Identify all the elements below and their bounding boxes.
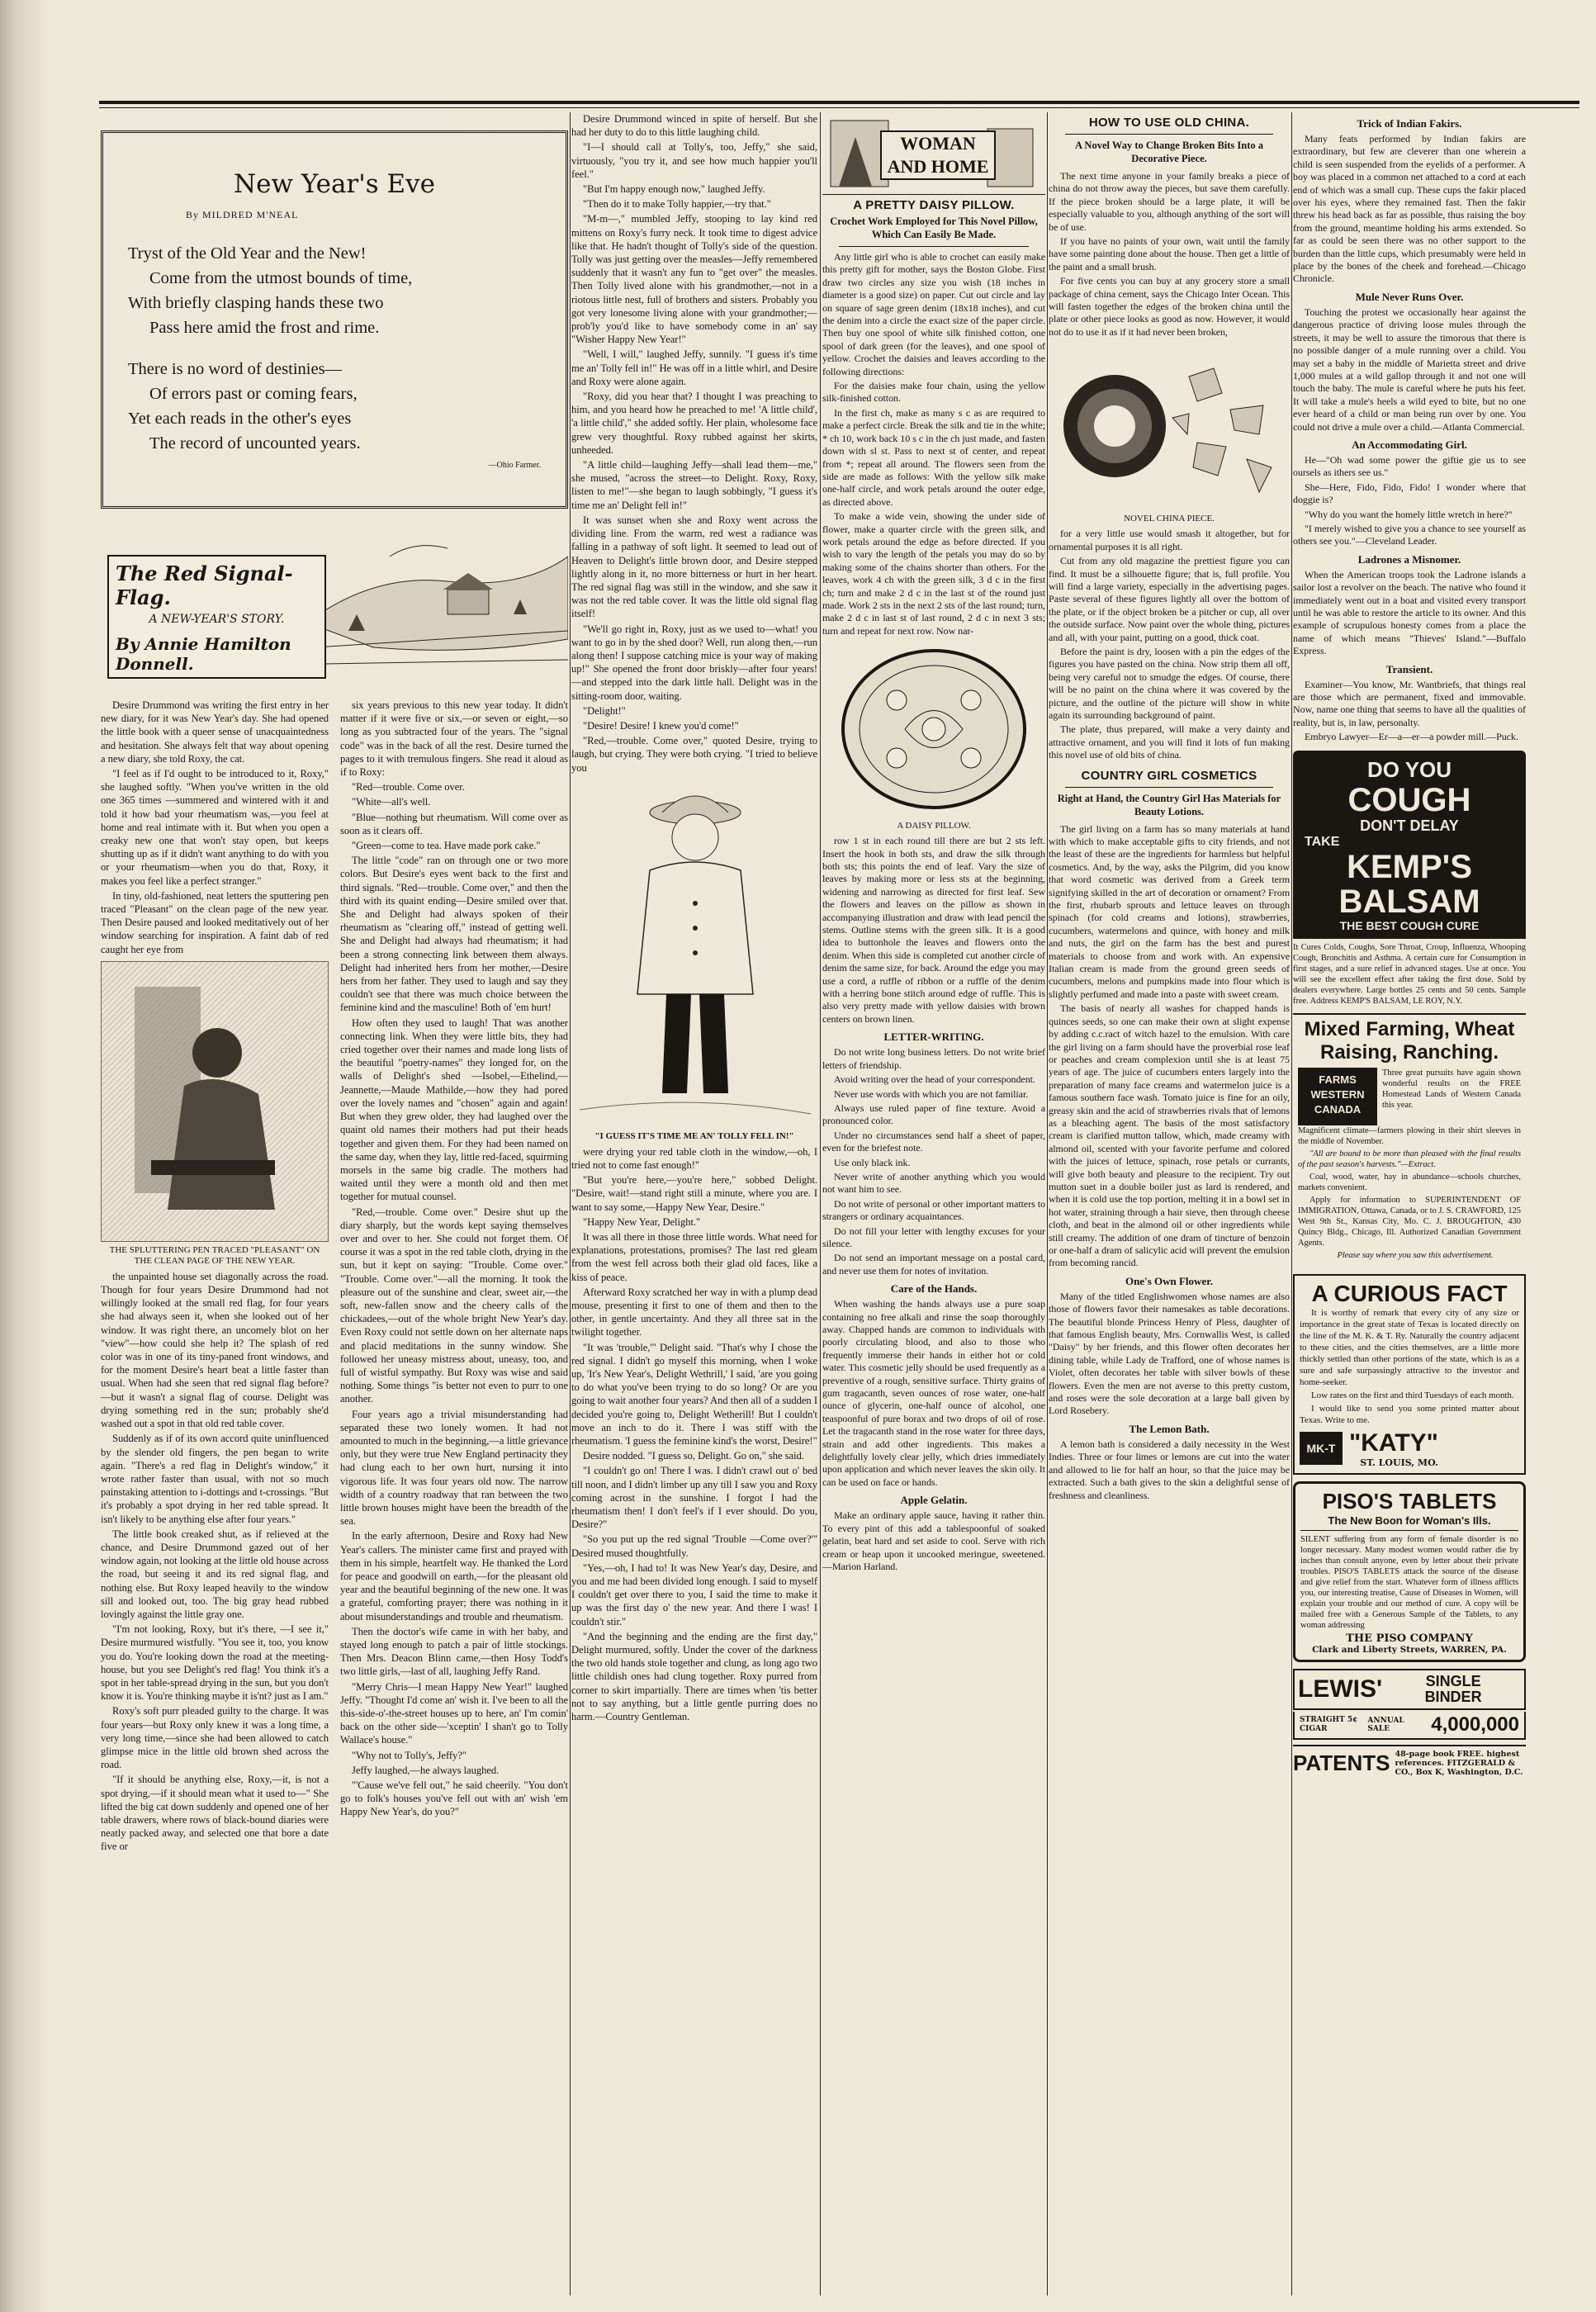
story-title: The Red Signal-Flag. [116, 561, 293, 609]
story-title-box [107, 555, 326, 679]
lewis-sales [1293, 1712, 1526, 1740]
woman-writing-icon [102, 962, 321, 1243]
lewis-name: LEWIS' [1298, 1675, 1383, 1703]
column-divider [1047, 112, 1048, 2295]
paragraph: six years previous to this new year today. It didn't matter if it were five or six,—or seven or eight,—so long as you subtracted four of the years. The "signal code" was in the back of all the rest. Desire turned the pages to it with tremulous fingers. She read it aloud as if to Roxy: [340, 699, 568, 779]
piso-title: PISO'S TABLETS [1322, 1488, 1497, 1514]
paragraph: "I—I should call at Tolly's, too, Jeffy," she said, virtuously, "you try it, and see how much happier you'll feel." [571, 141, 817, 180]
paragraph: For five cents you can buy at any grocery store a small package of china cement, says the Chicago Inter Ocean. This will fasten together the edges of the broken china until the plate or other piece looks as good as now. However, it would not do to use it as if it had never been broken, [1049, 275, 1290, 338]
girl-title: An Accommodating Girl. [1352, 438, 1467, 451]
pillow-caption: A DAISY PILLOW. [897, 821, 971, 831]
paragraph: When the American troops took the Ladrone islands a sailor lost a revolver on the beach. The native who found it immediately went out in a boat and visited every transport until he was able to restore the article to its owner. And this example of scrupulous honesty comes from a place the name of which means "Thieves' Island."—Buffalo Express. [1293, 568, 1526, 657]
ad-text: Please say where you saw this advertisement. [1337, 1250, 1494, 1260]
paragraph: Then the doctor's wife came in with her baby, and stayed long enough to patch a pair of little stockings. Then Mrs. Deacon Blinn came,—then Hosy Todd's two little girls,—last of all, laughing Jeffy Rand. [340, 1625, 568, 1678]
ad-text: I would like to send you some printed matter about Texas. Write to me. [1300, 1403, 1519, 1425]
paragraph: "And the beginning and the ending are the first day," Delight murmured, softly. Under the cover of the darkness the two old hands stole together and clung, as long ago two little childish ones had clung together. Roxy purred from corner to skirt impartially. There are times when 'tis better not to say anything, but a little gentle purring does no harm.—Country Gentleman. [571, 1630, 817, 1723]
paragraph: The little book creaked shut, as if relieved at the chance, and Desire Drummond gazed out of her window again, not looking at the little old house across the road, but seeing it and its red signal flag, and nothing else. But Roxy leaped heavily to the window sill and looked out, too. The big gray head rubbed lovingly against the little gray one. [101, 1528, 329, 1620]
paragraph: Suddenly as if of its own accord quite uninfluenced by the slender old fingers, the pen began to write again. "There's a red flag in Delight's window," it wrote rather faster than usual, with not so much painstaking attention to i-dottings and t-crossings. "But it's probably a spot drying in her red table spread. It isn't likely to be anything else after four years." [101, 1433, 329, 1525]
poem-line: There is no word of destinies— [128, 360, 343, 378]
poem-title: New Year's Eve [233, 169, 436, 199]
paragraph: Do not fill your letter with lengthy excuses for your silence. [822, 1225, 1045, 1249]
paragraph: "But I'm happy enough now," laughed Jeffy. [583, 183, 765, 196]
ad-text: 48-page book FREE. highest references. FITZGERALD & CO., Box K, Washington, D.C. [1395, 1749, 1523, 1777]
piso-company: THE PISO COMPANY [1346, 1632, 1473, 1645]
ladrone-title: Ladrones a Misnomer. [1357, 552, 1461, 566]
ad-line: THE BEST COUGH CURE [1339, 918, 1480, 932]
lemon-title: The Lemon Bath. [1129, 1422, 1210, 1435]
pillow-deck: Crochet Work Employed for This Novel Pillow, Which Can Easily Be Made. [830, 216, 1038, 240]
cosmetics-deck: Right at Hand, the Country Girl Has Materials for Beauty Lotions. [1057, 792, 1281, 817]
paragraph: "Delight!" [583, 704, 626, 717]
paragraph: "Blue—nothing but rheumatism. Will come over as soon as it clears off. [340, 811, 568, 836]
paragraph: The little "code" ran on through one or two more colors. But Desire's eyes went back to the first and third signals. "Red—trouble. Come over," and then the third with its quaint ending—Desire smiled over that. She and Delight had always spoken of their rheumatism as "clearing off," instead of getting well. She and Delight had always had rheumatism; it had been a strong connecting link between them always. Delight had inherited hers from her mother,—Desire hers from her father. They used to laugh and say they couldn't see that there was much choice between the feminine kind and the masculine! Both of 'em hurt! [340, 855, 568, 1014]
lewis-single: SINGLE [1425, 1672, 1481, 1689]
paragraph: "But you're here,—you're here," sobbed Delight. "Desire, wait!—stand right still a minute, where you are. I want to say some,—Happy New Year, Desire." [571, 1174, 817, 1213]
mkt-logo: MK-T [1300, 1432, 1343, 1465]
katy-name: "KATY" [1349, 1428, 1438, 1457]
paragraph: Desire nodded. "I guess so, Delight. Go on," she said. [583, 1450, 804, 1462]
paragraph: were drying your red table cloth in the window,—oh, I tried not to come fast enough!" [571, 1145, 817, 1171]
paragraph: "We'll go right in, Roxy, just as we used to—what! you want to go in by the shed door? Well, run along then,—run along then! I suppose catching mice is your way of making up!" She opened the front door briskly—after four years! —and stepped into the dark little hall. Delight was in the sitting-room door, waiting. [571, 623, 817, 702]
paragraph: In the first ch, make as many s c as are required to make a perfect circle. Break the silk and tie in the white; * ch 10, work back 10 s c in the ch just made, and fasten down with sl st. Pass to next st of center, and repeat from *; repeat all around. The flowers seen from the side are made as follows: With the yellow silk make one-half circle, and work petals around the outer edge, as directed above. [822, 406, 1045, 508]
ad-text: Three great pursuits have again shown wonderful results on the FREE Homestead Lands of Western Canada this year. [1382, 1068, 1521, 1110]
paragraph: Do not write of personal or other important matters to strangers or ordinary acquaintances. [822, 1197, 1045, 1223]
pillow-title: A PRETTY DAISY PILLOW. [853, 198, 1015, 212]
story-subcolumn [340, 699, 568, 1855]
cosmetics-title: COUNTRY GIRL COSMETICS [1081, 768, 1257, 783]
ad-text: Apply for information to SUPERINTENDENT OF IMMIGRATION, Ottawa, Canada, or to J. S. CRAWFORD, 125 West 9th St., Kansas City, Mo. C. J. BROUGHTON, 430 Quincy Bldg., Chicago, Ill. Authorized Canadian Government Agents. [1298, 1195, 1521, 1248]
paragraph: He—"Oh wad some power the giftie gie us to see oursels as ithers see us." [1293, 453, 1526, 479]
paragraph: A lemon bath is considered a daily necessity in the West Indies. Three or four limes or lemons are cut into the water and allowed to lie for half an hour, so that the juice may be extracted. Such a bath gives to the skin a delightful sense of freshness and cleanliness. [1049, 1438, 1290, 1501]
paragraph: Make an ordinary apple sauce, having it rather thin. To every pint of this add a tablespoonful of soaked gelatin, beat hard and set aside to cool. Serve with rich cream or heap upon it uncooked meringue, sweetened.—Marion Harland. [822, 1509, 1045, 1572]
lewis-count: 4,000,000 [1431, 1713, 1519, 1736]
lewis-straight: STRAIGHT 5¢ CIGAR [1300, 1715, 1358, 1733]
story-body [101, 699, 568, 1855]
paragraph: Under no circumstances send half a sheet of paper, even for the briefest note. [822, 1129, 1045, 1154]
paragraph: Four years ago a trivial misunderstanding had separated these two lonely women. It had not amounted to much in the beginning,—a little grievance only, but they were true New England pertinacity they had clung each to her own hurt, nursing it into vigorous life. It was four years old now. The narrow width of a country roadway that ran between the two little brown houses might have been the breadth of the sea. [340, 1408, 568, 1528]
farms-badge: FARMS WESTERN CANADA [1298, 1068, 1377, 1125]
paragraph: "It was 'trouble,'" Delight said. "That's why I chose the red signal. I didn't go myself this morning, when I woke up, 'It's New Year's, Delight Wethrill,' I said, 'are you going to do what you've been trying to do so long? Or are you going to wait another four years? And then all of a sudden I decided you're going to, Delight Wetherill! But I couldn't move an inch to do it. There I was stiff with the rheumatism. 'I guess the feminine kind's the worst, Desire!" [571, 1341, 817, 1447]
paragraph: It was sunset when she and Roxy went across the dividing line. From the warm, red west a radiance was falling in a pathway of soft light. It seemed to lead out of Heaven to Delight's little brown door, and Desire stepped lightly along in it, no more bitterness or hurt in her heart. The red signal flag was still in the window, and she saw it was not the red table cover. It was the little old signal flag itself! [571, 514, 817, 620]
paragraph: The basis of nearly all washes for chapped hands is quinces seeds, so one can make their own at slight expense by adding c.c.ract of witch hazel to the emulsion. With care the girl living on a farm should have the proverbial rose leaf or peaches and cream complexion until she is at least 75 years of age. The juice of cucumbers enters largely into the preparation of many face creams and watermelon juice is a famous southern face wash. Tomato juice is fine for an oily, greasy skin and the acid of strawberries rivals that of lemons as a bleaching agent. The basis of the most satisfactory cream is clarified mutton tallow, which, made creamy with almond oil, scented with your favorite perfume and colored with the juices of lettuce, spinach, rose petals or currants, will give both beauty and pleasure to the recipient. Try out mutton suet in a double boiler just as lard is rendered, and when it is cold use the top portion, melting it in a bowl set in hot water, straining through a hair sieve, then through cheese cloth, and beat in the almond oil or other ingredients while still creamy. The addition of one dram of tincture of benzoin or one-half a dram of salicylic acid will prevent the emulsion from becoming rancid. [1049, 1002, 1290, 1269]
katy-ad [1293, 1274, 1526, 1475]
broken-china-icon [1049, 343, 1290, 509]
ad-text: It is worthy of remark that every city of any size or importance in the great state of Texas is located directly on the line of the M. K. & T. Ry. Naturally the country adjacent to these cities, and the cities themselves, are a little more thickly settled than other portions of the state, which is as a sure and safe surpassingly attractive to the investor and home-seeker. [1300, 1307, 1519, 1387]
poem-line: Come from the utmost bounds of time, [149, 269, 413, 287]
piso-subtitle: The New Boon for Woman's Ills. [1328, 1514, 1491, 1527]
ad-line: COUGH [1347, 781, 1471, 818]
ad-line: KEMP'S [1347, 848, 1472, 885]
paragraph: The plate, thus prepared, will make a very dainty and attractive ornament, and you will find it lots of fun making this novel use of old bits of china. [1049, 723, 1290, 761]
paragraph: "So you put up the red signal 'Trouble —Come over?'" Desired mused thoughtfully. [571, 1533, 817, 1559]
kemps-balsam-ad [1293, 751, 1526, 1007]
gelatin-title: Apple Gelatin. [900, 1494, 968, 1507]
china-caption: NOVEL CHINA PIECE. [1124, 514, 1215, 524]
paragraph: "I merely wished to give you a chance to see yourself as others see you."—Cleveland Leader. [1293, 522, 1526, 547]
column-divider [820, 112, 821, 2295]
paragraph: "Why do you want the homely little wretch in here?" [1305, 508, 1513, 520]
lewis-binder: BINDER [1424, 1688, 1482, 1705]
paragraph: Do not write long business letters. Do not write brief letters of friendship. [822, 1046, 1045, 1071]
paragraph: Examiner—You know, Mr. Wantbriefs, that things real are those which are permanent, fixed and immovable. Now, name one thing that seems to have all the qualities of reality, but is, in law, personalty. [1293, 678, 1526, 728]
paragraph: "If it should be anything else, Roxy,—it, is not a spot drying,—if it should mean what it used to—" She lifted the big cat down suddenly and opened one of her table drawers, where rows of black-bound diaries were neatly packed away, and selected one that bore a date five or [101, 1774, 329, 1853]
paragraph: To make a wide vein, showing the under side of flower, make a quarter circle with the green silk, and work petals around the edge as before directed. If you wish to vary the length of the petals you may do so by making some of the chains shorter than others. For the leaves, work 4 ch with the green silk, 3 d c in the first ch; turn and make 2 d c in the last st of the round just made. Work 2 sts in the next 2 sts of the last round; turn, make 2 d c in last st of last round, 2 d c in next 3 sts; turn and repeat for next row. Now nar- [822, 510, 1045, 637]
paragraph: If you have no paints of your own, wait until the family have some painting done about the house. Then get a little of the paint and a small brush. [1049, 235, 1290, 272]
paragraph: How often they used to laugh! That was another connecting link. When they were little bits, they had cried together over their names and made long lists of the beautiful "poetry-names" they longed for, on the walls of Delight's shed —Isobel,—Ethelind,—Jeannette,—Maude Mathilde,—how they had pored over the lovely names and "chosen" again and again! But when they grew older, they had laughed over the quaint old names their mothers had put their heads together and given them. For they had been named on the same day, when they lay, little red-faced, squirming morsels in the same big cradle. The mothers had waited until they were a month old and then met together for mutual counsel. [340, 1016, 568, 1203]
top-rule [99, 101, 1579, 104]
paragraph: "Desire! Desire! I knew you'd come!" [583, 719, 739, 732]
katy-city: ST. LOUIS, MO. [1360, 1457, 1438, 1468]
poem-source: —Ohio Farmer. [488, 461, 541, 470]
transient-title: Transient. [1385, 662, 1433, 675]
paragraph: Before the paint is dry, loosen with a pin the edges of the figures you have pasted on the china. Now strip them all off, being very careful not to smudge the edges. Of course, there will be no paint on the china where it was covered by the picture, and the outline of the picture will show in white again its surrounding background of paint. [1049, 645, 1290, 721]
paragraph: Cut from any old magazine the prettiest figure you can find. It must be a silhouette figure; that is, full profile. You will find a large variety, especially in the advertising pages. Paste several of these figures lightly all over the bottom of the plate, or if the object broken be a pitcher or cup, all over the outside surface. Now paint over the whole thing, pictures and all, with your paint, putting on a good, thick coat. [1049, 555, 1290, 643]
paragraph: Any little girl who is able to crochet can easily make this pretty gift for mother, says the Boston Globe. First draw two circles any size you wish (18 inches in diameter is a good size) on paper. Cut out circle and lay on square of sage green denim (18x18 inches), and cut the denim into a circle the exact size of the paper circle. Then buy one spool of white silk finished cotton, one spool of dark green (for the leaves), and one spool of yellow. Crochet the daisies and leaves according to the following directions: [822, 251, 1045, 377]
letter-writing-title: LETTER-WRITING. [883, 1030, 984, 1044]
poem-box [101, 130, 568, 509]
ad-line: BALSAM [1338, 883, 1480, 920]
paragraph: for a very little use would smash it altogether, but for ornamental purposes it is all right. [1049, 528, 1290, 552]
column-divider [1291, 112, 1292, 2295]
paragraph: Avoid writing over the head of your correspondent. [834, 1073, 1035, 1086]
kemps-banner [1293, 751, 1526, 939]
paragraph: "White—all's well. [352, 796, 431, 808]
paragraph: "Then do it to make Tolly happier,—try that." [583, 198, 771, 211]
paragraph: "Why not to Tolly's, Jeffy?" [352, 1749, 466, 1761]
poem-line: Pass here amid the frost and rime. [149, 319, 380, 337]
paragraph: the unpainted house set diagonally across the road. Though for four years Desire Drummond had not willingly looked at the small red flag, for four years she had always seen it, when she looked out of her window. It was right there, an uncomely blot on her "view"—how could she help it? The splash of red color was in one of its tiny-paned front windows, and for the moment Desire's heart beat a little faster than usual. When had she seen that red signal flag before?—but it wasn't a signal flag of course. Delight was drying something red in the sun; probably she'd washed out a spot in that old red table cover. [101, 1270, 329, 1430]
woman-home-banner [822, 112, 1045, 195]
paragraph: Never use words with which you are not familiar. [834, 1087, 1029, 1100]
daisy-pillow-illustration [822, 642, 1045, 816]
poem-line: The record of uncounted years. [149, 434, 361, 452]
ad-text: Coal, wood, water, hay in abundance—schools churches, markets convenient. [1298, 1172, 1521, 1192]
lewis-ad [1293, 1669, 1526, 1710]
ad-text: It Cures Colds, Coughs, Sore Throat, Croup, Influenza, Whooping Cough, Bronchitis and Asthma. A certain cure for Consumption in first stages, and a sure relief in advanced stages. Use at once. You will see the excellent effect after taking the first dose. Sold by dealers everywhere. Large bottles 25 cents and 50 cents. Sample free. Address KEMP'S BALSAM, LE ROY, N.Y. [1293, 942, 1526, 1006]
lewis-annual: ANNUAL SALE [1367, 1716, 1404, 1733]
story-column [101, 112, 568, 2300]
poem-line: Of errors past or coming fears, [149, 385, 358, 403]
woman-writing-illustration [101, 961, 329, 1242]
boy-in-snow-icon [571, 779, 817, 1126]
paragraph: "Roxy, did you hear that? I thought I was preaching to him, and you heard how he preached to me! 'A little child', 'a little child'," she added softly. Her plain, wholesome face grew very thoughtful. Roxy rubbed against her skirts, unheeded. [571, 391, 817, 456]
story-banner [101, 524, 568, 694]
paragraph: row 1 st in each round till there are but 2 sts left. Insert the hook in both sts, and draw the silk through both sts; this points the end of leaf. Vary the size of leaves by making more or less sts at the beginning, widening and narrowing as directed for first leaf. Sew the flowers and leaves on the pillow as shown in accompanying illustration and draw with lead pencil the stems. Outline stems with the green silk. It is a good idea to buttonhole the leaves and flowers onto the denim. When this side is completed cut another circle of denim the same size, for back. Around the edge you may use a cord, a ruffle of ribbon or a ruffle of the denim with a herring bone stitch around edge of ruffle. This is also very pretty made with yellow daisies with brown centers on brown linen. [822, 835, 1045, 1025]
paragraph: Desire Drummond was writing the first entry in her new diary, for it was New Year's day. She had opened the little book with a queer sense of unacquaintedness and hesitation. She always felt that way about opening a new diary, she told Roxy, the cat. [101, 699, 329, 765]
paragraph: "Well, I will," laughed Jeffy, sunnily. "I guess it's time me an' Tolly fell in!" He was off in a little whirl, and Desire and Roxy were alone again. [571, 348, 817, 387]
paragraph: "Merry Chris—I mean Happy New Year!" laughed Jeffy. "Thought I'd come an' wish it. I've been to all the this-side-o'-the-street houses up to here, an' I'm comin' back on the other side—'xceptin' I shan't go to Tolly Wallace's house." [340, 1680, 568, 1746]
poem-line: Tryst of the Old Year and the New! [128, 244, 367, 263]
paragraph: Many feats performed by Indian fakirs are extraordinary, but few are cleverer than one wherein a child is seen suspended from the eyelids of a performer. A boy was placed in a common net attached to a cord at each end of which was a small cup. These cups the fakir placed over his eyes, where they remained fast. Then the fakir threw his head back as far as possible, thus raising the boy from the ground, meantime holding his arms extended. So far as could be seen there was no other support to the burden than the little cups, which presumably were held in place by the bones of the cheek and forehead.—Chicago Chronicle. [1293, 133, 1526, 285]
paragraph: Embryo Lawyer—Er—a—er—a powder mill.—Puck. [1305, 731, 1518, 743]
poem-line: With briefly clasping hands these two [128, 294, 384, 312]
hands-title: Care of the Hands. [890, 1282, 978, 1296]
paragraph: For the daisies make four chain, using the yellow silk-finished cotton. [822, 380, 1045, 405]
china-deck: A Novel Way to Change Broken Bits Into a Decorative Piece. [1074, 140, 1264, 164]
paragraph: Use only black ink. [834, 1156, 911, 1168]
paragraph: Roxy's soft purr pleaded guilty to the charge. It was four years—but Roxy only knew it was a long time, a very long time,—since she had been allowed to catch glimpse mice in the little old brown shed across the road. [101, 1705, 329, 1771]
paragraph: "M-m—," mumbled Jeffy, stooping to lay kind red mittens on Roxy's furry neck. It took time to digest advice like that. He hadn't thought of Tolly's side of the question. Tolly was just getting over the measles—Jeffy remembered suddenly that it wasn't any fun to "get over" the measles. Then Tolly lived alone with his grandmother,—not in a riotous little nest, full of brothers and sisters. Probably you got very lonesome living alone with your grandmother;—prob'ly you'd like to have somebody come in an' say "Wisher Happy New Year!" [571, 213, 817, 346]
ad-text: Low rates on the first and third Tuesdays of each month. [1311, 1390, 1514, 1400]
ad-text: "All are bound to be more than pleased with the final results of the past season's harvests."—Extract. [1298, 1149, 1521, 1169]
paragraph: "A little child—laughing Jeffy—shall lead them—me," she mused, "across the street—to Delight. Roxy, Roxy, listen to me!"—she began to laugh sobbingly, "I guess it's time me an' Delight fell in!" [571, 459, 817, 511]
poem-line: Yet each reads in the other's eyes [128, 410, 352, 428]
flower-title: One's Own Flower. [1125, 1274, 1214, 1287]
ad-line: TAKE [1305, 834, 1340, 849]
piso-ad [1293, 1481, 1526, 1662]
poem-byline: By MILDRED M'NEAL [186, 209, 299, 220]
daisy-pillow-icon [822, 642, 1045, 816]
paragraph: "Green—come to tea. Have made pork cake." [352, 840, 541, 852]
paragraph: It was all there in those three little words. What need for explanations, protestations, promises? The last red gleam from the west fell across both their glad old faces, like a kiss of peace. [571, 1230, 817, 1283]
woman-home-column [822, 112, 1045, 2300]
china-piece-illustration [1049, 343, 1290, 509]
paragraph: "I'm not looking, Roxy, but it's there, —I see it," Desire murmured wistfully. "You see it, too, you know you do. You're looking down the road at the meeting-house, but you see Delight's red flag! You think it's a spot in her table-spread drying in the sun, but you don't know it is. You're thinking maybe it is'nt? just as I am." [101, 1623, 329, 1703]
paragraph: "Red—trouble. Come over. [352, 781, 465, 794]
paragraph: Do not send an important message on a postal card, and never use them for notes of invitation. [822, 1252, 1045, 1277]
paragraph: The girl living on a farm has so many materials at hand with which to make acceptable gifts to city friends, and not the least of these are the ingredients for harmless but helpful cosmetics. And, by the way, asks the Pilgrim, did you know that word cosmetic was derived from a Greek term signifying skilled in the art of decoration or ornament? From the first, rhubarb sprouts and lettuce leaves on through spinach (for cold creams and lotions), strawberries, cucumbers, watermelons and quince, with honey and milk and nuts, the girl on the farm has the best and purest materials to choose from and work with. An expensive Italian cream is made from the ground green seeds of cucumbers, melons and pumpkins made into flour which is slightly perfumed and made into a paste with sweet cream. [1049, 822, 1290, 1000]
paragraph: The next time anyone in your family breaks a piece of china do not throw away the pieces, but save them carefully. If the piece broken should be a large plate, it will be especially valuable to you, although anything of the sort will be of use. [1049, 170, 1290, 233]
paragraph: Jeffy laughed,—he always laughed. [352, 1764, 500, 1776]
story-subtitle: A NEW-YEAR'S STORY. [149, 613, 285, 626]
banner-title: WOMAN AND HOME [880, 130, 996, 180]
ad-line: DO YOU [1366, 756, 1452, 782]
ad-text: Magnificent climate—farmers plowing in their shirt sleeves in the middle of November. [1298, 1125, 1521, 1146]
mule-title: Mule Never Runs Over. [1355, 290, 1464, 303]
curious-title: A CURIOUS FACT [1311, 1280, 1508, 1306]
paragraph: "I couldn't go on! There I was. I didn't crawl out o' bed till noon, and I didn't limber up any till I saw you and Roxy coming acrost in the sunshine. I forgot I had the rheumatism then! I don't feel's if I ever should. Do you, Desire?" [571, 1465, 817, 1531]
illustration-caption: THE SPLUTTERING PEN TRACED "PLEASANT" ON THE CLEAN PAGE OF THE NEW YEAR. [109, 1244, 320, 1266]
ad-line: DON'T DELAY [1360, 817, 1459, 834]
paragraph: Never write of another anything which you would not want him to see. [822, 1170, 1045, 1196]
china-cosmetics-column [1049, 112, 1290, 2300]
fakirs-title: Trick of Indian Fakirs. [1357, 117, 1462, 130]
paragraph: Desire Drummond winced in spite of herself. But she had her duty to do to this little laughing child. [571, 113, 817, 139]
column-divider [570, 112, 571, 2295]
paragraph: Touching the protest we occasionally hear against the dangerous practice of driving loose mules through the streets, it may be well to assure the timorous that there is no possible danger of a mule running over a child. You may set a baby in the middle of Marietta street and drive 1,000 mules at a wild gallop through it and not one will touch the baby. The mule is careful where he puts his feet. It will take a mule's heels a wild eyed to bite, but no one ever heard of a child or man being run over by one. You could not drive a mule over a child.—Atlanta Commercial. [1293, 306, 1526, 433]
paragraph: "I feel as if I'd ought to be introduced to it, Roxy," she laughed softly. "When you've written in the old one 365 times —summered and wintered with it and told it how bad your rheumatism was,—you feel at home and real intimate with it. But when you open a creaky new one that won't stay open, but keeps shutting up as if it didn't want anything to do with you or your rheumatism—when you do that, Roxy, it makes you feel like a perfect stranger." [101, 768, 329, 887]
paragraph: "Happy New Year, Delight." [583, 1215, 701, 1228]
piso-address: Clark and Liberty Streets, WARREN, PA. [1312, 1644, 1507, 1655]
story-byline: By Annie Hamilton Donnell. [116, 634, 291, 674]
top-rule-thin [99, 107, 1579, 108]
farming-title: Mixed Farming, Wheat Raising, Ranching. [1304, 1017, 1515, 1064]
boy-caption: "I GUESS IT'S TIME ME AN' TOLLY FELL IN!" [594, 1130, 794, 1141]
ad-text: SILENT suffering from any form of female disorder is no longer necessary. Many modest women would rather die by inches than consult anyone, even by letter about their private troubles. PISO'S TABLETS attack the source of the disease and give relief from the start. Whatever form of illness afflicts you, our interesting treatise, Cause of Diseases in Women, will explain your trouble and our method of cure. A copy will be mailed free with a Generous Sample of the Tablets, to any woman addressing [1300, 1534, 1518, 1630]
paragraph: "Red,—trouble. Come over," quoted Desire, trying to laugh, but crying. They were both crying. "I tried to believe you [571, 735, 817, 774]
paragraph: In the early afternoon, Desire and Roxy had New Year's callers. The minister came first and prayed with them in his simple, heartfelt way. He thanked the Lord for peace and goodwill on earth,—for the pleasant old year and the beautiful beginning of the new one. It was a grateful, comforting prayer; there was nothing in it about misunderstandings and trouble and rheumatism. [340, 1530, 568, 1623]
boy-illustration [571, 779, 817, 1126]
china-title: HOW TO USE OLD CHINA. [1088, 116, 1250, 130]
patents-title: PATENTS [1293, 1750, 1390, 1775]
farming-ad [1293, 1013, 1526, 1267]
misc-ads-column [1293, 112, 1526, 2300]
paragraph: She—Here, Fido, Fido, Fido! I wonder where that doggie is? [1293, 481, 1526, 506]
paragraph: "Yes,—oh, I had to! It was New Year's day, Desire, and you and me had been divided long enough. I said to myself I couldn't get over there to you, I said the time to make it up was the first day o' the new year. And there I was! I couldn't stir." [571, 1561, 817, 1627]
paragraph: "Red,—trouble. Come over." Desire shut up the diary sharply, but the words kept saying themselves over and over to her. She could not forget them. Of course it was a spot in the red table cloth, drying in the sun, but it kept on saying: "Trouble. Come over." "Trouble. Come over."—all the morning. It took the pleasure out of the sunshine and clear, sweet air,—the soft, new-fallen snow and the cheery calls of the chickadees,—out of the whole bright New Year's day. Even Roxy could not settle down on her alternate naps and placid meditations in the sunny window. She followed her uneasy mistress about, uneasy, too, and full of wistful sympathy. But Roxy was wise and said nothing. Some things "is better not even to purr to one another. [340, 1206, 568, 1405]
paragraph: Always use ruled paper of fine texture. Avoid a pronounced color. [822, 1102, 1045, 1127]
paragraph: Many of the titled Englishwomen whose names are also those of flowers favor their namesakes as table decorations. The beautiful blonde Princess Henry of Pless, daughter of that famous English beauty, Mrs. Cornwallis West, is called "Daisy" by her friends, and this flower often decorates her dining table, while Lady de Trafford, one of whose names is Violet, often decorates her table with silver bowls of these flowers. Even the men are not averse to this pretty custom, and roses were the sole decoration at a large ball given by Lord Rosebery. [1049, 1290, 1290, 1417]
paragraph: "'Cause we've fell out," he said cheerily. "You don't go to folk's houses you've fell out with an' wish 'em Happy New Year's, do you?" [340, 1779, 568, 1818]
paragraph: In tiny, old-fashioned, neat letters the sputtering pen traced "Pleasant" on the clean page of the new year. Then Desire paused and looked meditatively out of her window searching for inspiration. A faint dab of red caught her eye from [101, 889, 329, 955]
paragraph: Afterward Roxy scratched her way in with a plump dead mouse, presenting it first to one of them and then to the other, in gentle uncertainty. And they all three sat in the twilight together. [571, 1286, 817, 1338]
paragraph: When washing the hands always use a pure soap containing no free alkali and rinse the soap thoroughly away. Chapped hands are common to individuals with poorly circulating blood, and also to those who frequently immerse their hands in either hot or cold water. This cosmetic jelly should be used frequently as a preventive of a rough, sensitive surface. Thirty grains of gum tragacanth, seven ounces of rose water, one-half ounce of glycerin, one-half ounce of alcohol, one teaspoonful of pure borax and two drops of oil of rose. Let the tragacanth stand in the rose water for three days, strain and add other ingredients. This makes a delightfully lovely clear jelly, which dries immediately upon application and which never leaves the skin oily. It can be used on face or hands. [822, 1298, 1045, 1488]
story-continued-column [571, 112, 817, 2300]
story-subcolumn [101, 699, 329, 1855]
patents-ad [1293, 1745, 1526, 1777]
